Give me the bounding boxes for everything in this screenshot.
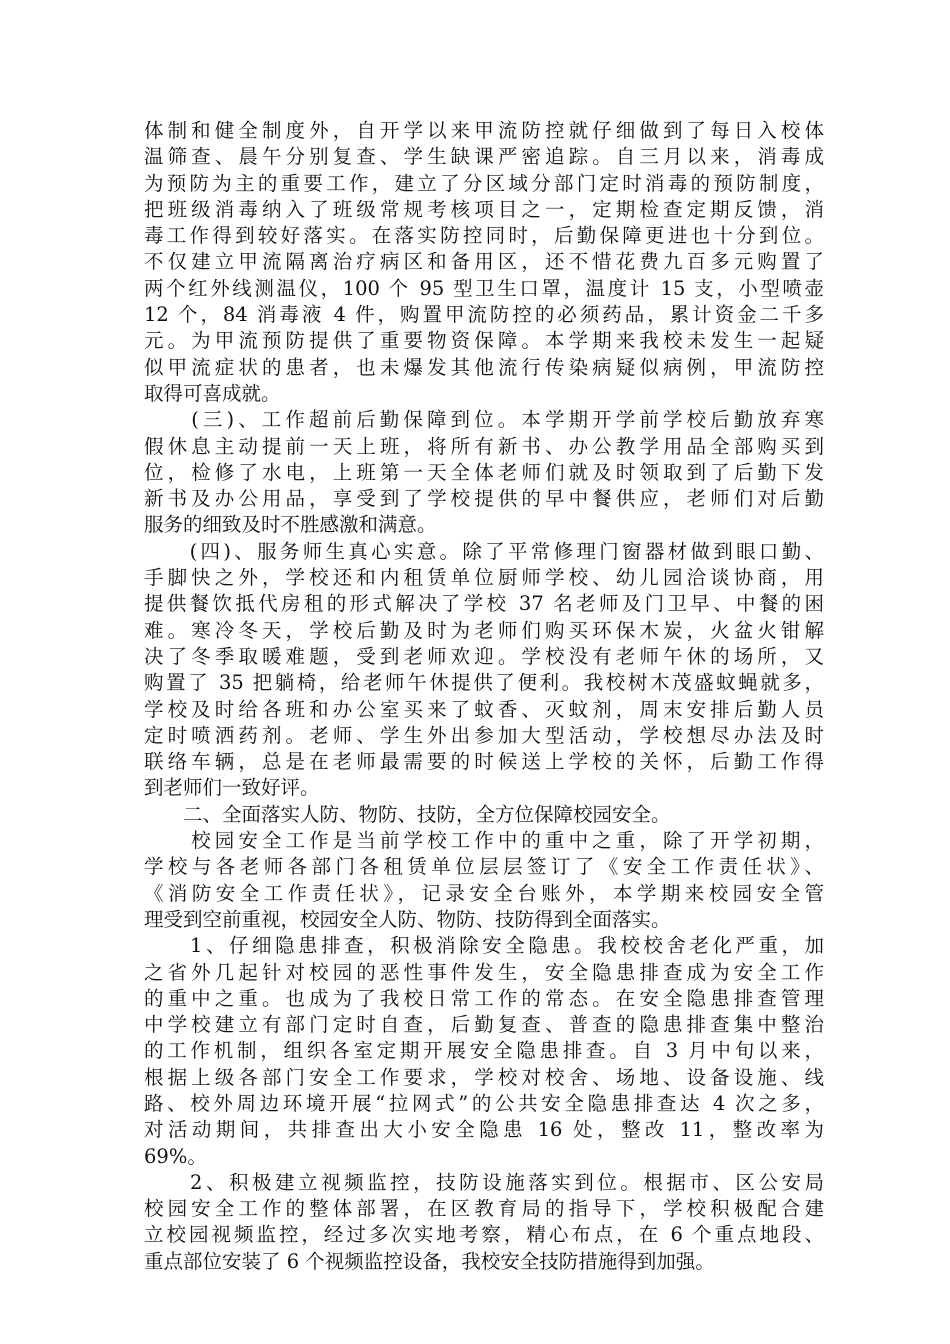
text-line: 定时喷洒药剂。老师、学生外出参加大型活动，学校想尽办法及时 [144,723,824,747]
text-line: 根据上级各部门安全工作要求，学校对校舍、场地、设备设施、线 [144,1065,824,1089]
text-line: 立校园视频监控，经过多次实地考察，精心布点，在 6 个重点地段、 [144,1223,824,1247]
text-line: 重点部位安装了 6 个视频监控设备，我校安全技防措施得到加强。 [144,1249,715,1273]
text-line: 假休息主动提前一天上班，将所有新书、办公教学用品全部购买到 [144,434,824,458]
text-line: 校园安全工作是当前学校工作中的重中之重，除了开学初期， [144,829,824,853]
text-line: 路、校外周边环境开展“拉网式”的公共安全隐患排查达 4 次之多， [144,1091,824,1115]
text-line: 体制和健全制度外，自开学以来甲流防控就仔细做到了每日入校体 [144,119,824,142]
text-line: 服务的细致及时不胜感激和满意。 [144,513,437,537]
text-line: 的工作机制，组织各室定期开展安全隐患排查。自 3 月中旬以来， [144,1039,824,1063]
text-line: 到老师们一致好评。 [144,776,320,800]
text-line: 的重中之重。也成为了我校日常工作的常态。在安全隐患排查管理 [144,986,824,1010]
text-line: 为预防为主的重要工作，建立了分区域分部门定时消毒的预防制度， [144,171,824,195]
text-line: (四)、服务师生真心实意。除了平常修理门窗器材做到眼口勤、 [144,539,824,563]
text-line: 两个红外线测温仪，100 个 95 型卫生口罩，温度计 15 支，小型喷壶 [144,276,824,300]
text-line: (三)、工作超前后勤保障到位。本学期开学前学校后勤放弃寒 [144,408,824,432]
text-line: 69%。 [144,1144,207,1168]
text-line: 位，检修了水电，上班第一天全体老师们就及时领取到了后勤下发 [144,460,824,484]
text-line: 1、仔细隐患排查，积极消除安全隐患。我校校舍老化严重，加 [144,934,824,958]
text-line: 《消防安全工作责任状》，记录安全台账外，本学期来校园安全管 [144,881,824,905]
text-line: 取得可喜成就。 [144,381,281,405]
text-line: 提供餐饮抵代房租的形式解决了学校 37 名老师及门卫早、中餐的困 [144,592,824,616]
text-line: 难。寒冷冬天，学校后勤及时为老师们购买环保木炭，火盆火钳解 [144,618,824,642]
text-line: 之省外几起针对校园的恶性事件发生，安全隐患排查成为安全工作 [144,960,824,984]
text-line: 联络车辆，总是在老师最需要的时候送上学校的关怀，后勤工作得 [144,750,824,774]
text-line: 决了冬季取暖难题，受到老师欢迎。学校没有老师午休的场所，又 [144,644,824,668]
text-line: 学校与各老师各部门各租赁单位层层签订了《安全工作责任状》、 [144,855,824,879]
text-line: 中学校建立有部门定时自查，后勤复查、普查的隐患排查集中整治 [144,1013,824,1037]
text-line: 校园安全工作的整体部署，在区教育局的指导下，学校积极配合建 [144,1197,824,1221]
document-body [144,118,824,1275]
text-line: 温筛查、晨午分别复查、学生缺课严密追踪。自三月以来，消毒成 [144,145,824,169]
text-line: 似甲流症状的患者，也未爆发其他流行传染病疑似病例，甲流防控 [144,355,824,379]
text-line: 二、全面落实人防、物防、技防，全方位保障校园安全。 [144,802,671,826]
text-line: 学校及时给各班和办公室买来了蚊香、灭蚊剂，周末安排后勤人员 [144,697,824,721]
text-line: 毒工作得到较好落实。在落实防控同时，后勤保障更进也十分到位。 [144,224,824,248]
text-line: 不仅建立甲流隔离治疗病区和备用区，还不惜花费九百多元购置了 [144,250,824,274]
text-line: 元。为甲流预防提供了重要物资保障。本学期来我校未发生一起疑 [144,329,824,353]
text-line: 理受到空前重视，校园安全人防、物防、技防得到全面落实。 [144,907,671,931]
text-line: 12 个，84 消毒液 4 件，购置甲流防控的必须药品，累计资金二千多 [144,303,824,327]
text-line: 手脚快之外，学校还和内租赁单位厨师学校、幼儿园洽谈协商，用 [144,566,824,590]
text-line: 新书及办公用品，享受到了学校提供的早中餐供应，老师们对后勤 [144,487,824,511]
text-line: 2、积极建立视频监控，技防设施落实到位。根据市、区公安局 [144,1170,824,1194]
text-line: 把班级消毒纳入了班级常规考核项目之一，定期检查定期反馈，消 [144,197,824,221]
text-line: 购置了 35 把躺椅，给老师午休提供了便利。我校树木茂盛蚊蝇就多， [144,671,824,695]
text-line: 对活动期间，共排查出大小安全隐患 16 处，整改 11，整改率为 [144,1118,824,1142]
